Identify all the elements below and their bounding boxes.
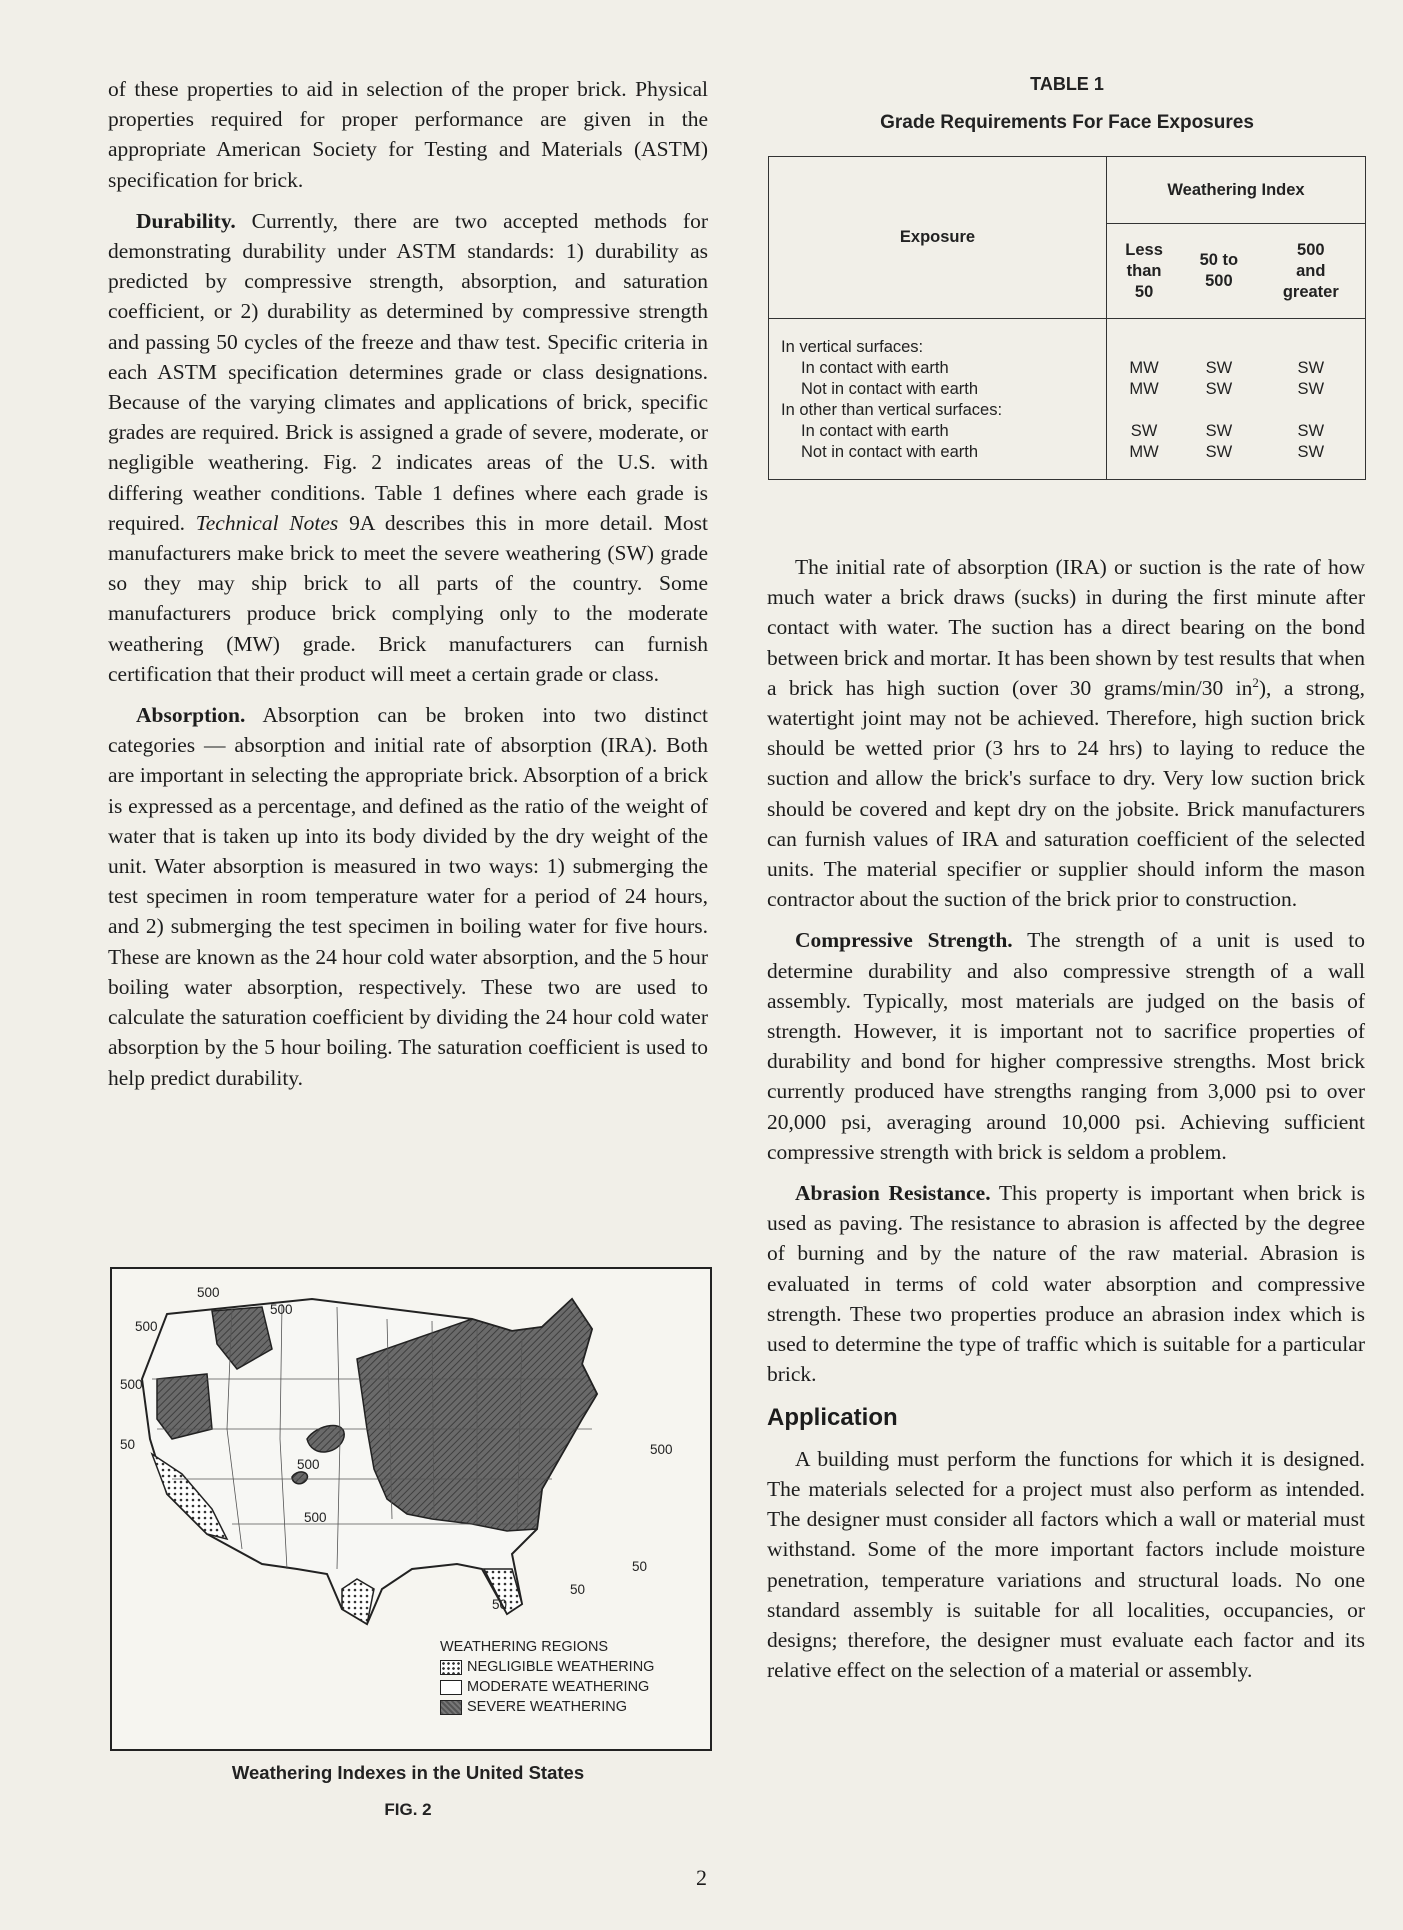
map-label-500: 500 <box>197 1285 220 1300</box>
values-less-than-50: MW MW SW MW <box>1129 359 1159 461</box>
row-label: Not in contact with earth <box>801 380 979 398</box>
map-label-500: 500 <box>297 1457 320 1472</box>
map-label-50: 50 <box>570 1582 586 1597</box>
map-label-500: 500 <box>270 1302 293 1317</box>
table-1 <box>768 74 1366 480</box>
legend-item-negligible: NEGLIGIBLE WEATHERING <box>440 1659 654 1675</box>
moderate-swatch <box>440 1680 462 1695</box>
negligible-swatch <box>440 1660 462 1675</box>
map-label-50: 50 <box>120 1437 136 1452</box>
group-other: In other than vertical surfaces: <box>781 401 1003 419</box>
severe-region-small <box>292 1472 307 1484</box>
values-500-and-greater: SW SW SW SW <box>1297 359 1325 461</box>
map-label-500: 500 <box>650 1442 673 1457</box>
durability-text-2: 9A describes this in more detail. Most manufacturers make brick to meet the severe weathering (SW) grade so they may ship brick to all parts of the country. Some manufacturers produce brick complying only to the moderate weathering (MW) grade. Brick manufacturers can furnish certification that their product will meet a certain grade or class. <box>108 510 708 686</box>
severe-swatch <box>440 1700 462 1715</box>
map-label-500: 500 <box>135 1319 158 1334</box>
table-label: TABLE 1 <box>1030 74 1104 94</box>
weathering-map-figure <box>110 1267 712 1751</box>
table-row-labels <box>769 319 1107 480</box>
map-label-50: 50 <box>492 1597 508 1612</box>
map-label-500: 500 <box>304 1510 327 1525</box>
legend-title: WEATHERING REGIONS <box>440 1639 609 1655</box>
durability-text-1: Currently, there are two accepted methods for demonstrating durability under ASTM standards: 1) durability as predicted by compressive strength, absorption, and saturation coefficient, or 2) durability as determined by compressive strength and passing 50 cycles of the freeze and thaw test. Specific criteria in each ASTM specification determines grade or class designations. Because of the varying climates and applications of brick, specific grades are required. Brick is assigned a grade of severe, moderate, or negligible weathering. Fig. 2 indicates areas of the U.S. with differing weather conditions. Table 1 defines where each grade is required. <box>108 208 708 535</box>
compressive-title: Compressive Strength. <box>795 928 1013 953</box>
figure-caption: Weathering Indexes in the United States <box>231 1762 585 1783</box>
application-paragraph: A building must perform the functions for which it is designed. The materials selected for a project must also perform as intended. The designer must consider all factors which a wall or material must withstand. Some of the more important factors include moisture penetration, temperature variations and structural loads. No one standard assembly is suitable for all localities, occupancies, or designs; therefore, the designer must evaluate each factor and its relative effect on the selection of a material or assembly. <box>767 1446 1365 1683</box>
row-label: Not in contact with earth <box>801 443 979 461</box>
weathering-index-header: Weathering Index <box>1107 157 1366 224</box>
absorption-paragraph <box>108 700 708 1093</box>
column-header-less-than-50: Less than 50 <box>1107 224 1182 319</box>
right-column <box>767 552 1365 1696</box>
durability-title: Durability. <box>136 208 236 233</box>
abrasion-title: Abrasion Resistance. <box>795 1181 991 1206</box>
column-header-50-to-500: 50 to 500 <box>1181 224 1256 319</box>
application-heading: Application <box>767 1404 898 1432</box>
left-column <box>108 74 708 1104</box>
absorption-title: Absorption. <box>136 703 246 728</box>
map-label-50: 50 <box>632 1559 648 1574</box>
column-header-500-and-greater: 500 and greater <box>1257 224 1366 319</box>
abrasion-paragraph: Abrasion Resistance. This property is important when brick is used as paving. The resistance to abrasion is affected by the degree of burning and by the nature of the raw material. Abrasion is evaluated in terms of cold water absorption and compressive strength. These two properties produce an abrasion index which is used to determine the type of traffic which is suitable for a particular brick. <box>767 1181 1365 1387</box>
table-title: Grade Requirements For Face Exposures <box>880 112 1254 133</box>
map-legend <box>440 1639 654 1715</box>
group-vertical: In vertical surfaces: <box>781 338 924 356</box>
exposure-header: Exposure <box>769 157 1107 319</box>
compressive-paragraph: Compressive Strength. The strength of a unit is used to determine durability and also compressive strength of a wall assembly. Typically, most materials are judged on the basis of strength. However, it is important not to sacrifice properties of durability and bond for higher compressive strengths. Most brick currently produced have strengths ranging from 3,000 psi to over 20,000 psi, averaging around 10,000 psi. Achieving sufficient compressive strength with brick is seldom a problem. <box>767 928 1365 1164</box>
intro-paragraph: of these properties to aid in selection of the proper brick. Physical properties required for proper performance are given in the appropriate American Society for Testing and Materials (ASTM) specification for brick. <box>108 77 708 192</box>
row-label: In contact with earth <box>801 422 949 440</box>
figure-label: FIG. 2 <box>384 1800 432 1819</box>
page-number: 2 <box>696 1865 707 1890</box>
map-label-500: 500 <box>120 1377 143 1392</box>
ira-paragraph: The initial rate of absorption (IRA) or suction is the rate of how much water a brick draws (sucks) in during the first minute after contact with water. The suction has a direct bearing on the bond between brick and mortar. It has been shown by test results that when a brick has high suction (over 30 grams/min/30 $in^2$), a strong, watertight joint may not be achieved. Therefore, high suction brick should be wetted prior (3 hrs to 24 hrs) to laying to reduce the suction and allow the brick's surface to dry. Very low suction brick should be covered and kept dry on the jobsite. Brick manufacturers can furnish values of IRA and saturation coefficient of the selected units. The material specifier or supplier should inform the mason contractor about the suction of the brick prior to construction. <box>767 555 1366 912</box>
row-label: In contact with earth <box>801 359 949 377</box>
legend-item-moderate: MODERATE WEATHERING <box>440 1679 654 1695</box>
legend-item-severe: SEVERE WEATHERING <box>440 1699 654 1715</box>
values-50-to-500: SW SW SW SW <box>1205 359 1233 461</box>
durability-paragraph <box>108 206 708 689</box>
technical-notes-ref: Technical Notes <box>195 510 339 535</box>
grade-requirements-table <box>768 156 1366 480</box>
absorption-text: Absorption can be broken into two distinct categories — absorption and initial rate of absorption (IRA). Both are important in selecting the appropriate brick. Absorption of a brick is expressed as a percentage, and defined as the ratio of the weight of water that is taken up into its body divided by the dry weight of the unit. Water absorption is measured in two ways: 1) submerging the test specimen in room temperature water for a period of 24 hours, and 2) submerging the test specimen in boiling water for five hours. These are known as the 24 hour cold water absorption, and the 5 hour boiling water absorption, respectively. These two are used to calculate the saturation coefficient by dividing the 24 hour cold water absorption by the 5 hour boiling. The saturation coefficient is used to help predict durability. <box>108 703 708 1090</box>
